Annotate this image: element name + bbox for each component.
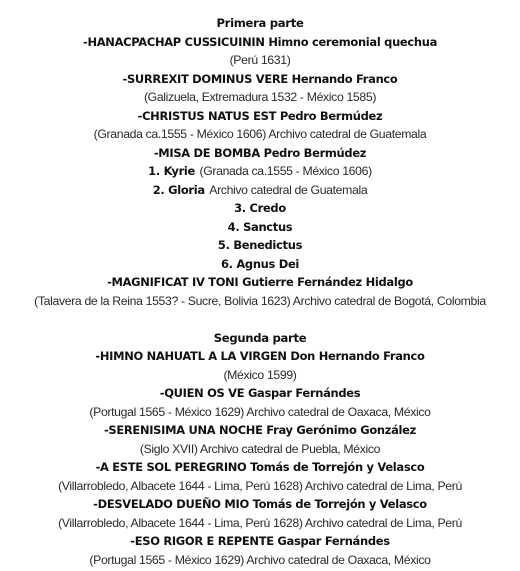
program-line-detail: (Granada ca.1555 - México 1606) Archivo catedral de Guatemala xyxy=(93,127,427,141)
program-line-detail: (Portugal 1565 - México 1629) Archivo catedral de Oaxaca, México xyxy=(89,404,431,419)
section-segunda-parte xyxy=(0,329,520,570)
program-line-title: 1. Kyrie xyxy=(148,164,196,178)
program-line xyxy=(0,107,520,126)
program-line xyxy=(0,181,520,200)
program-line-title: -SERENISIMA UNA NOCHE Fray Gerónimo González xyxy=(103,423,417,437)
program-line xyxy=(0,273,520,292)
program-line xyxy=(0,33,520,52)
program-line xyxy=(0,347,520,366)
program-line xyxy=(0,440,520,459)
section-heading: Segunda parte xyxy=(213,330,307,345)
program-line xyxy=(0,403,520,422)
program-line xyxy=(0,70,520,89)
program-line xyxy=(0,366,520,385)
program-line xyxy=(0,551,520,570)
section-spacer xyxy=(0,310,520,329)
program-line-title: -CHRISTUS NATUS EST Pedro Bermúdez xyxy=(137,108,383,123)
program-line-detail: (Talavera de la Reina 1553? - Sucre, Bolivia 1623) Archivo catedral de Bogotá, Colombia xyxy=(34,293,486,308)
program-line xyxy=(0,162,520,181)
program-line xyxy=(0,477,520,496)
program-list xyxy=(0,347,520,569)
program-line-title: 6. Agnus Dei xyxy=(220,256,300,271)
program-line xyxy=(0,218,520,237)
program-line-title: -DESVELADO DUEÑO MIO Tomás de Torrejón y Velasco xyxy=(93,497,427,511)
program-line xyxy=(0,532,520,551)
program-line xyxy=(0,514,520,533)
program-line-detail: Archivo catedral de Guatemala xyxy=(209,182,368,197)
program-line xyxy=(0,51,520,70)
program-line xyxy=(0,144,520,163)
program-line xyxy=(0,384,520,403)
program-line-detail: (Galizuela, Extremadura 1532 - México 1585) xyxy=(143,90,377,104)
program-line-title: 3. Credo xyxy=(234,201,286,215)
program-line-detail: (Siglo XVII) Archivo catedral de Puebla, México xyxy=(139,441,381,456)
program-list xyxy=(0,33,520,311)
program-line xyxy=(0,255,520,274)
program-line-title: -MAGNIFICAT IV TONI Gutierre Fernández Hidalgo xyxy=(107,275,413,289)
program-line-title: -ESO RIGOR E REPENTE Gaspar Fernándes xyxy=(130,534,390,548)
program-line xyxy=(0,125,520,144)
program-line xyxy=(0,458,520,477)
program-line xyxy=(0,236,520,255)
program-line-detail: (Portugal 1565 - México 1629) Archivo catedral de Oaxaca, México xyxy=(89,552,431,567)
program-line-title: -A ESTE SOL PEREGRINO Tomás de Torrejón y Velasco xyxy=(95,460,425,474)
program-line xyxy=(0,199,520,218)
program-line-detail: (Villarrobledo, Albacete 1644 - Lima, Perú 1628) Archivo catedral de Lima, Perú xyxy=(58,478,462,493)
program-line-title: 2. Gloria xyxy=(152,182,205,197)
program-line-title: -HANACPACHAP CUSSICUININ Himno ceremonial quechua xyxy=(82,34,438,49)
program-line-title: -HIMNO NAHUATL A LA VIRGEN Don Hernando Franco xyxy=(95,349,425,363)
program-line xyxy=(0,495,520,514)
program-line-title: -QUIEN OS VE Gaspar Fernándes xyxy=(159,386,361,400)
program-line-detail: (Granada ca.1555 - México 1606) xyxy=(199,164,372,178)
program-line-title: 4. Sanctus xyxy=(227,219,293,234)
section-heading: Primera parte xyxy=(216,16,304,30)
program-line-title: -SURREXIT DOMINUS VERE Hernando Franco xyxy=(122,71,398,86)
program-line-detail: (Villarrobledo, Albacete 1644 - Lima, Perú 1628) Archivo catedral de Lima, Perú xyxy=(58,515,462,530)
program-line-title: 5. Benedictus xyxy=(217,238,303,252)
program-line-title: -MISA DE BOMBA Pedro Bermúdez xyxy=(153,145,367,160)
program-line-detail: (México 1599) xyxy=(223,367,297,382)
program-line xyxy=(0,88,520,107)
program-line xyxy=(0,421,520,440)
program-line-detail: (Perú 1631) xyxy=(229,53,291,67)
section-primera-parte xyxy=(0,14,520,310)
program-line xyxy=(0,292,520,311)
